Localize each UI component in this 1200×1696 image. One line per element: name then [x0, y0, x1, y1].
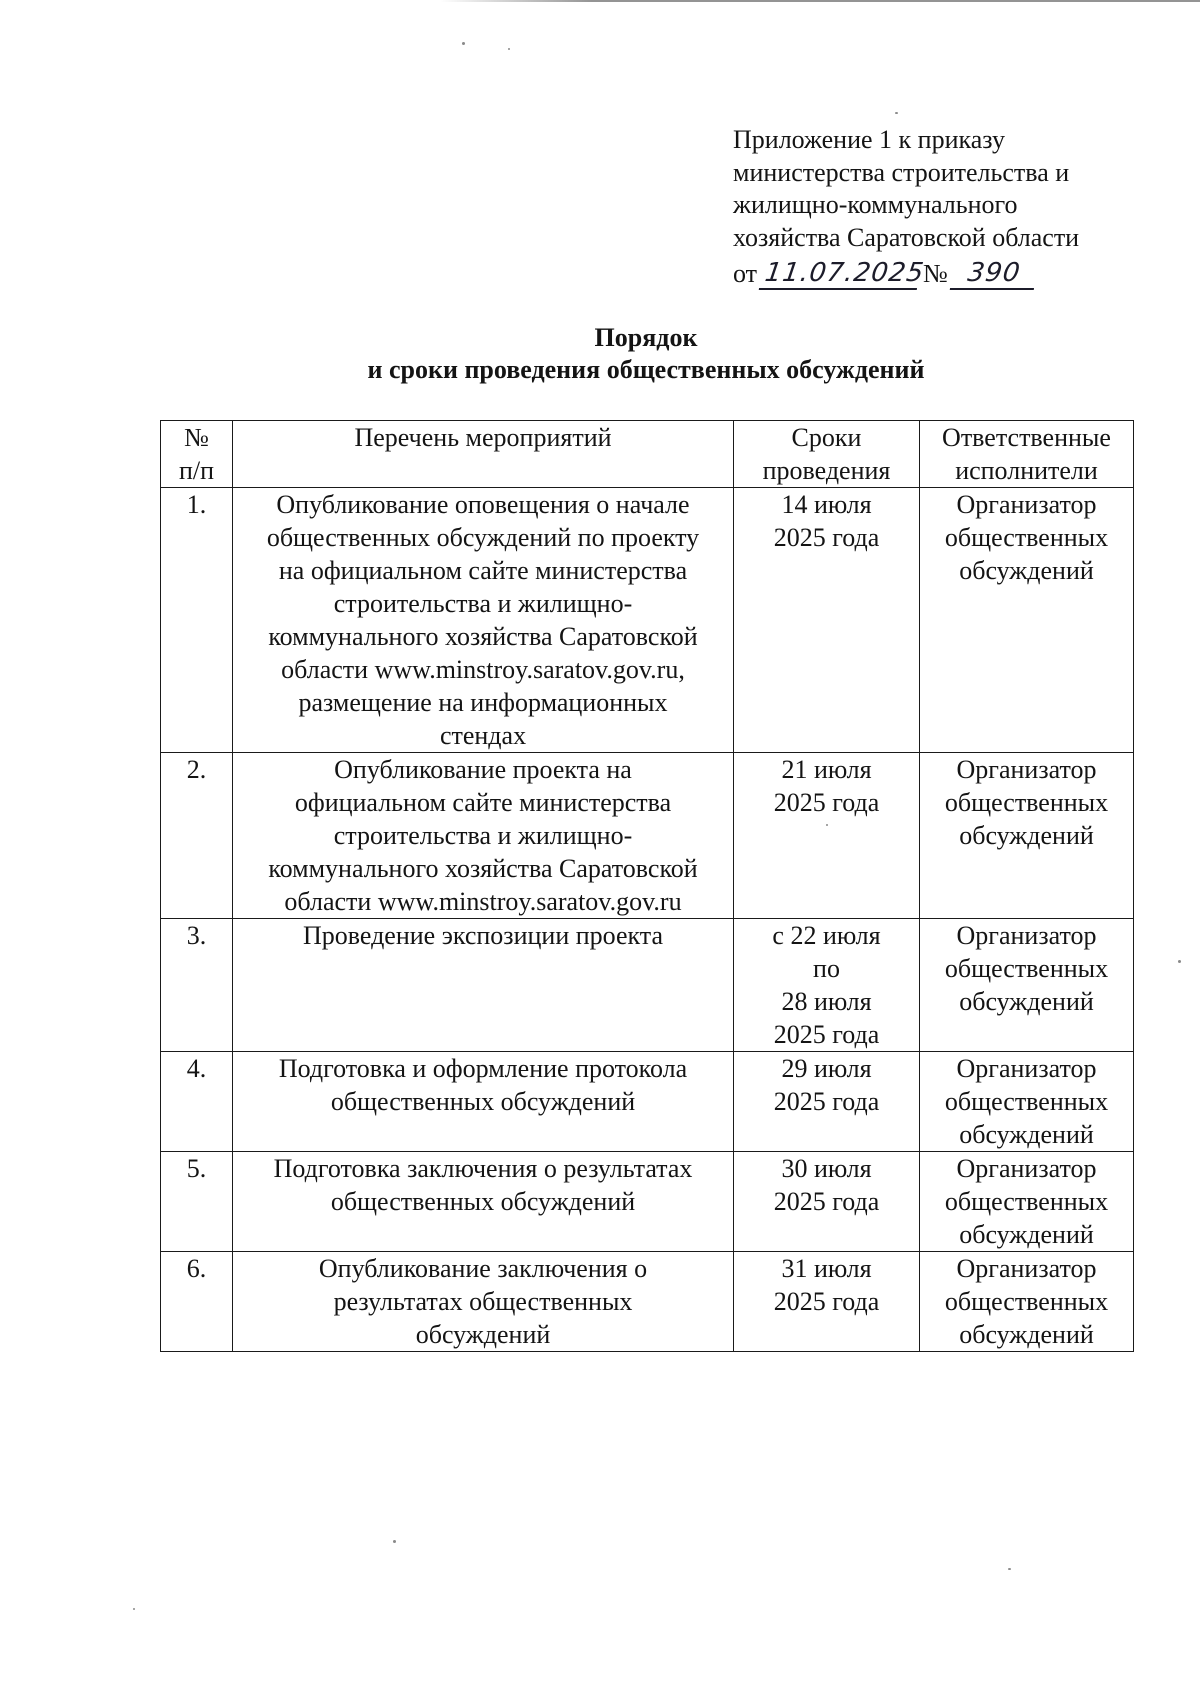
activity-cell-line: коммунального хозяйства Саратовской — [268, 622, 698, 651]
dates-cell-line: 30 июля — [781, 1154, 872, 1183]
header-text: Перечень мероприятий — [354, 423, 612, 452]
responsible-cell-line: обсуждений — [959, 1120, 1094, 1149]
responsible-cell-line: обсуждений — [959, 1220, 1094, 1249]
activity-cell-line: строительства и жилищно- — [333, 821, 633, 850]
table-row — [161, 1052, 1134, 1152]
activity-cell-line: официальном сайте министерства — [294, 788, 672, 817]
dates-cell-line: 21 июля — [781, 755, 872, 784]
responsible-cell-line: Организатор — [956, 490, 1097, 519]
dates-cell-line: по — [813, 954, 840, 983]
responsible-cell-line: Организатор — [956, 755, 1097, 784]
row-number-cell-text: 6. — [186, 1254, 207, 1283]
responsible-cell-line: общественных — [944, 1087, 1109, 1116]
scan-speck — [508, 48, 510, 50]
responsible-cell-line: общественных — [944, 788, 1109, 817]
schedule-table — [160, 420, 1134, 1352]
row-number-cell — [161, 1252, 233, 1352]
responsible-cell — [920, 753, 1134, 919]
dates-cell-line: 2025 года — [773, 788, 880, 817]
activity-cell — [233, 753, 734, 919]
responsible-cell-line: Организатор — [956, 1254, 1097, 1283]
title-line-1: Порядок — [594, 323, 698, 352]
scan-speck — [133, 1608, 135, 1610]
dates-cell — [734, 919, 920, 1052]
header-text: № — [184, 423, 209, 452]
activity-cell-line: общественных обсуждений — [330, 1087, 636, 1116]
row-number-cell-text: 1. — [186, 490, 207, 519]
number-sign: № — [923, 258, 948, 288]
activity-cell-line: на официальном сайте министерства — [278, 556, 688, 585]
dates-cell-line: 2025 года — [773, 1020, 880, 1049]
row-number-cell-text: 2. — [186, 755, 207, 784]
order-date-number-line — [733, 254, 1173, 290]
activity-cell-line: общественных обсуждений — [330, 1187, 636, 1216]
responsible-cell — [920, 1052, 1134, 1152]
table-row — [161, 1152, 1134, 1252]
appendix-header — [733, 124, 1173, 290]
responsible-cell — [920, 919, 1134, 1052]
scan-speck — [895, 112, 898, 114]
scan-speck — [1008, 1568, 1011, 1570]
activity-cell-line: Подготовка заключения о результатах — [273, 1154, 693, 1183]
header-text: проведения — [762, 456, 891, 485]
header-text: п/п — [178, 456, 215, 485]
dates-cell-line: 29 июля — [781, 1054, 872, 1083]
responsible-cell-line: обсуждений — [959, 1320, 1094, 1349]
dates-cell-line: с 22 июля — [772, 921, 881, 950]
activity-cell-line: Подготовка и оформление протокола — [278, 1054, 688, 1083]
responsible-cell-line: обсуждений — [959, 556, 1094, 585]
handwritten-number: 390 — [950, 258, 1038, 290]
header-dates — [734, 421, 920, 488]
activity-cell-line: размещение на информационных — [298, 688, 668, 717]
header-text: Сроки — [791, 423, 862, 452]
date-prefix: от — [733, 258, 758, 288]
activity-cell-line: Проведение экспозиции проекта — [302, 921, 664, 950]
responsible-cell — [920, 1252, 1134, 1352]
dates-cell — [734, 488, 920, 753]
dates-cell-line: 14 июля — [781, 490, 872, 519]
document-title — [160, 322, 1132, 386]
header-number — [161, 421, 233, 488]
scan-edge-line — [440, 0, 1200, 2]
dates-cell — [734, 753, 920, 919]
responsible-cell — [920, 1152, 1134, 1252]
handwritten-date: 11.07.2025 — [759, 258, 921, 290]
responsible-cell-line: общественных — [944, 1187, 1109, 1216]
activity-cell — [233, 1252, 734, 1352]
responsible-cell-line: Организатор — [956, 1054, 1097, 1083]
activity-cell-line: строительства и жилищно- — [333, 589, 633, 618]
activity-cell-line: обсуждений — [415, 1320, 551, 1349]
responsible-cell-line: Организатор — [956, 921, 1097, 950]
scan-speck — [1178, 960, 1181, 963]
row-number-cell-text: 3. — [186, 921, 207, 950]
dates-cell-line: 2025 года — [773, 1087, 880, 1116]
activity-cell-line: области www.minstroy.saratov.gov.ru — [284, 887, 682, 916]
dates-cell-line: 2025 года — [773, 1287, 880, 1316]
activity-cell — [233, 488, 734, 753]
dates-cell-line: 2025 года — [773, 523, 880, 552]
scan-speck — [462, 42, 465, 45]
row-number-cell-text: 5. — [186, 1154, 207, 1183]
row-number-cell-text: 4. — [186, 1054, 207, 1083]
dates-cell-line: 2025 года — [773, 1187, 880, 1216]
table-row — [161, 488, 1134, 753]
table-row — [161, 1252, 1134, 1352]
header-text: исполнители — [955, 456, 1098, 485]
activity-cell-line: области www.minstroy.saratov.gov.ru, — [281, 655, 685, 684]
dates-cell — [734, 1052, 920, 1152]
activity-cell-line: общественных обсуждений по проекту — [266, 523, 700, 552]
header-text: Ответственные — [942, 423, 1111, 452]
appendix-line: Приложение 1 к приказу — [733, 125, 1006, 154]
dates-cell-line: 31 июля — [781, 1254, 872, 1283]
activity-cell-line: Опубликование заключения о — [318, 1254, 648, 1283]
responsible-cell-line: общественных — [944, 954, 1109, 983]
row-number-cell — [161, 1052, 233, 1152]
table-header-row — [161, 421, 1134, 488]
responsible-cell-line: Организатор — [956, 1154, 1097, 1183]
activity-cell-line: Опубликование оповещения о начале — [276, 490, 690, 519]
appendix-line: жилищно-коммунального — [733, 190, 1018, 219]
activity-cell-line: Опубликование проекта на — [334, 755, 632, 784]
dates-cell — [734, 1152, 920, 1252]
dates-cell-line: 28 июля — [781, 987, 872, 1016]
responsible-cell-line: обсуждений — [959, 987, 1094, 1016]
responsible-cell-line: общественных — [944, 523, 1109, 552]
row-number-cell — [161, 1152, 233, 1252]
row-number-cell — [161, 488, 233, 753]
responsible-cell-line: обсуждений — [959, 821, 1094, 850]
activity-cell-line: стендах — [439, 721, 527, 750]
scan-speck — [393, 1540, 396, 1543]
activity-cell — [233, 1152, 734, 1252]
row-number-cell — [161, 919, 233, 1052]
activity-cell-line: коммунального хозяйства Саратовской — [268, 854, 698, 883]
activity-cell — [233, 1052, 734, 1152]
table-body — [161, 488, 1134, 1352]
row-number-cell — [161, 753, 233, 919]
table-row — [161, 919, 1134, 1052]
table-row — [161, 753, 1134, 919]
dates-cell — [734, 1252, 920, 1352]
activity-cell-line: результатах общественных — [333, 1287, 633, 1316]
header-responsible — [920, 421, 1134, 488]
responsible-cell — [920, 488, 1134, 753]
responsible-cell-line: общественных — [944, 1287, 1109, 1316]
header-activity — [233, 421, 734, 488]
activity-cell — [233, 919, 734, 1052]
appendix-line: хозяйства Саратовской области — [733, 222, 1080, 252]
appendix-line: министерства строительства и — [733, 157, 1070, 187]
title-line-2: и сроки проведения общественных обсуждений — [367, 355, 925, 384]
